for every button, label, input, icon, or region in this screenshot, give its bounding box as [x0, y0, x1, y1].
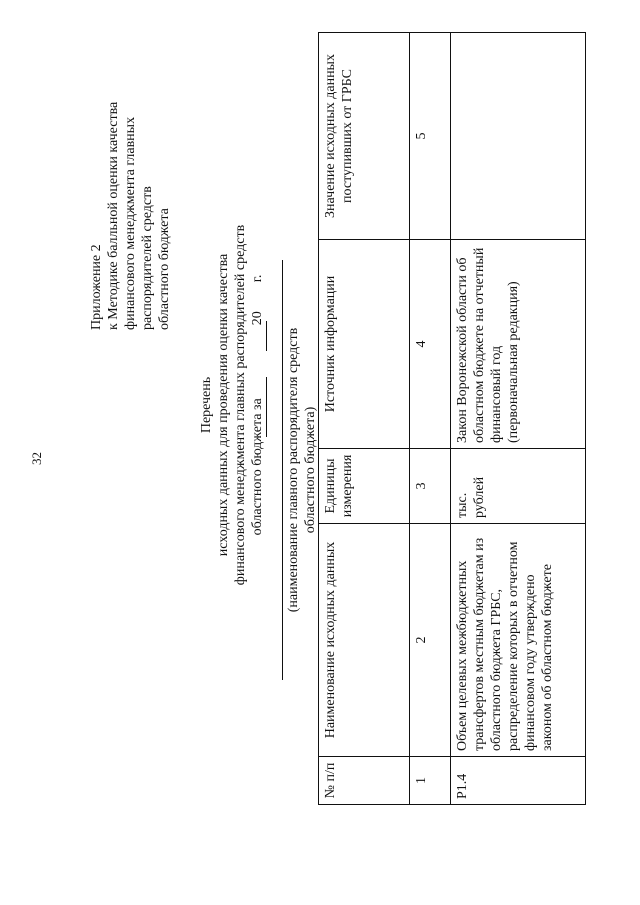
source-data-table — [318, 32, 586, 805]
annex-line: к Методике балльной оценки качества — [106, 101, 121, 330]
annex-line: финансового менеджмента главных — [123, 116, 138, 330]
year-blank-line — [266, 321, 267, 351]
period-blank-line — [266, 377, 267, 437]
title-line — [249, 205, 266, 605]
gr-name-blank-line — [282, 260, 283, 680]
row-source: Закон Воронежской области об областном бюджете на отчетный финансовый год (первоначальная редакция) — [451, 240, 586, 449]
annex-line: распорядителей средств — [140, 186, 155, 330]
header-num: № п/п — [319, 757, 410, 805]
row-name: Объем целевых межбюджетных трансфертов местным бюджетам из областного бюджета ГРБС, распределение которых в отчетном финансовом году утверждено законом об областном бюджете — [451, 524, 586, 757]
row-num: P1.4 — [451, 757, 586, 805]
row-value — [451, 33, 586, 240]
row-unit: тыс. рублей — [451, 449, 586, 524]
title-line: Перечень — [199, 376, 214, 434]
title-line: финансового менеджмента главных распорядителей средств — [233, 224, 248, 586]
page-number: 32 — [29, 452, 44, 465]
column-number-row — [410, 33, 451, 805]
header-source: Источник информации — [319, 240, 410, 449]
table-row — [451, 33, 586, 805]
table-header-row — [319, 33, 410, 805]
annex-line: Приложение 2 — [89, 244, 104, 330]
title-period-prefix: областного бюджета за — [250, 398, 265, 536]
header-unit: Единицы измерения — [319, 449, 410, 524]
document-title — [198, 205, 266, 605]
gr-caption-line: областного бюджета) — [303, 406, 318, 534]
annex-block — [88, 102, 173, 330]
gr-caption-line: (наименование главного распорядителя средств — [286, 327, 301, 613]
column-number: 1 — [410, 757, 451, 805]
title-year-suffix: г. — [250, 274, 265, 283]
header-value: Значение исходных данных поступивших от ГРБС — [319, 33, 410, 240]
column-number: 4 — [410, 240, 451, 449]
annex-line: областного бюджета — [157, 208, 172, 330]
header-name: Наименование исходных данных — [319, 524, 410, 757]
column-number: 3 — [410, 449, 451, 524]
title-line: исходных данных для проведения оценки качества — [216, 253, 231, 557]
column-number: 2 — [410, 524, 451, 757]
column-number: 5 — [410, 33, 451, 240]
title-year-prefix: 20 — [250, 311, 265, 326]
gr-name-caption — [285, 260, 319, 680]
